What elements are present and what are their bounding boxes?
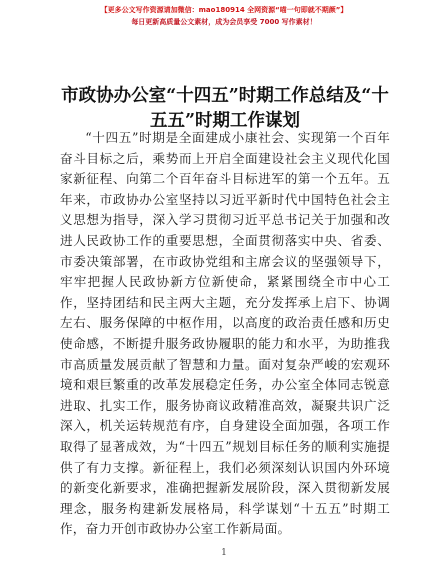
promo-line-1: 【更多公文写作资源请加微信：mao180914 全网资源“喵一句即就不期颜”】: [100, 6, 348, 14]
document-title: 市政协办公室“十四五”时期工作总结及“十五五”时期工作谋划: [61, 86, 389, 131]
promo-line-2: 每日更新高质量公文素材，成为会员享受 7000 写作素材！: [131, 18, 317, 26]
promo-banner: [0, 4, 448, 28]
page-number: 1: [221, 548, 227, 558]
body-paragraph: “十四五”时期是全面建成小康社会、实现第一个百年奋斗目标之后，乘势而上开启全面建设社会主义现代化国家新征程、向第二个百年奋斗目标进军的第一个五年。五年来，市政协办公室坚持以习近平新时代中国特色社会主义思想为指导，深入学习贯彻习近平总书记关于加强和改进人民政协工作的重要思想，全面贯彻落实中央、省委、市委决策部署，在市政协党组和主席会议的坚强领导下，牢牢把握人民政协新方位新使命，紧紧围绕全市中心工作，坚持团结和民主两大主题，充分发挥承上启下、协调左右、服务保障的中枢作用，以高度的政治责任感和历史使命感，不断提升服务政协履职的能力和水平，为助推我市高质量发展贡献了智慧和力量。面对复杂严峻的宏观环境和艰巨繁重的改革发展稳定任务，办公室全体同志锐意进取、扎实工作，服务协商议政精准高效，凝聚共识广泛深入，机关运转规范有序，自身建设全面加强，各项工作取得了显著成效，为“十四五”规划目标任务的顺利实施提供了有力支撑。新征程上，我们必须深刻认识国内外环境的新变化新要求，准确把握新发展阶段，深入贯彻新发展理念，服务构建新发展格局，科学谋划“十五五”时期工作，奋力开创市政协办公室工作新局面。: [60, 130, 390, 537]
